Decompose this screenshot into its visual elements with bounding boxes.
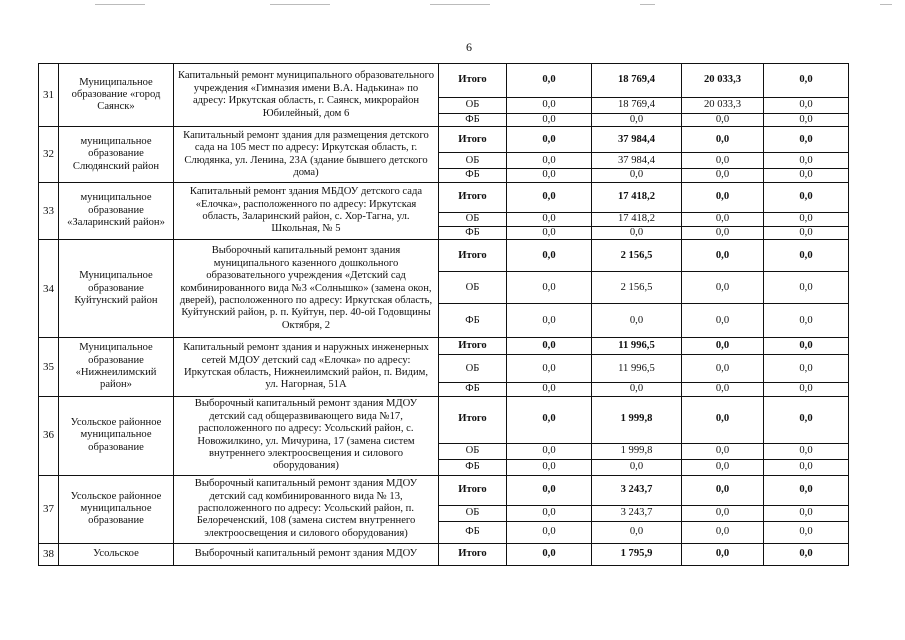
budget-type-label: ОБ <box>439 443 507 459</box>
amount-col-4: 0,0 <box>764 64 849 98</box>
amount-col-1: 0,0 <box>507 64 592 98</box>
amount-col-4: 0,0 <box>764 169 849 182</box>
project-description: Выборочный капитальный ремонт здания МДОУ детский сад общеразвивающего вида №17, расположенного по адресу: Усольский район, с. Новожилкино, ул. Мичурина, 17 (замена систем внутреннего электроосвещения и силового оборудования) <box>174 396 439 475</box>
project-description: Выборочный капитальный ремонт здания муниципального казенного дошкольного образовательного учреждения «Детский сад комбинированного вида №3 «Солнышко» (замена окон, дверей), расположенного по адресу: Иркутская область, Куйтунский район, р. п. Куйтун, пер. 40-ой Годовщины Октября, 2 <box>174 240 439 338</box>
row-number: 37 <box>39 475 59 543</box>
budget-type-label: ФБ <box>439 383 507 396</box>
municipality-cell: Усольское районное муниципальное образование <box>59 396 174 475</box>
table-row <box>39 182 849 212</box>
budget-type-label: ФБ <box>439 169 507 182</box>
row-number: 36 <box>39 396 59 475</box>
amount-col-4: 0,0 <box>764 505 849 521</box>
budget-type-label: ФБ <box>439 226 507 239</box>
table-row <box>39 338 849 355</box>
amount-col-2: 0,0 <box>592 169 682 182</box>
amount-col-3: 0,0 <box>682 355 764 383</box>
amount-col-2: 1 999,8 <box>592 396 682 443</box>
amount-col-3: 0,0 <box>682 127 764 153</box>
amount-col-3: 20 033,3 <box>682 64 764 98</box>
table-row <box>39 127 849 153</box>
amount-col-2: 0,0 <box>592 226 682 239</box>
amount-col-2: 1 795,9 <box>592 543 682 565</box>
amount-col-2: 0,0 <box>592 383 682 396</box>
amount-col-1: 0,0 <box>507 153 592 169</box>
amount-col-1: 0,0 <box>507 521 592 543</box>
amount-col-2: 17 418,2 <box>592 212 682 226</box>
budget-type-label: Итого <box>439 127 507 153</box>
amount-col-1: 0,0 <box>507 114 592 127</box>
row-number: 35 <box>39 338 59 396</box>
project-description: Капитальный ремонт здания для размещения детского сада на 105 мест по адресу: Иркутская область, г. Слюдянка, ул. Ленина, 23А (здание бывшего детского дома) <box>174 127 439 182</box>
amount-col-2: 3 243,7 <box>592 505 682 521</box>
amount-col-3: 0,0 <box>682 475 764 505</box>
amount-col-3: 0,0 <box>682 114 764 127</box>
budget-type-label: ФБ <box>439 304 507 338</box>
amount-col-2: 2 156,5 <box>592 240 682 272</box>
budget-type-label: ОБ <box>439 212 507 226</box>
amount-col-3: 0,0 <box>682 443 764 459</box>
page-number: 6 <box>466 40 472 54</box>
municipality-cell: Муниципальное образование «Нижнеилимский район» <box>59 338 174 396</box>
amount-col-4: 0,0 <box>764 383 849 396</box>
amount-col-3: 0,0 <box>682 396 764 443</box>
amount-col-2: 0,0 <box>592 521 682 543</box>
amount-col-1: 0,0 <box>507 169 592 182</box>
table-row <box>39 64 849 98</box>
amount-col-4: 0,0 <box>764 396 849 443</box>
table-row <box>39 240 849 272</box>
budget-type-label: ФБ <box>439 114 507 127</box>
amount-col-1: 0,0 <box>507 182 592 212</box>
amount-col-1: 0,0 <box>507 338 592 355</box>
amount-col-1: 0,0 <box>507 355 592 383</box>
amount-col-4: 0,0 <box>764 521 849 543</box>
amount-col-4: 0,0 <box>764 153 849 169</box>
budget-type-label: Итого <box>439 64 507 98</box>
municipality-cell: муниципальное образование Слюдянский район <box>59 127 174 182</box>
amount-col-3: 0,0 <box>682 338 764 355</box>
project-description: Выборочный капитальный ремонт здания МДОУ детский сад комбинированного вида № 13, расположенного по адресу: Усольский район, п. Белореченский, 108 (замена систем внутреннего электроосвещения и силового оборудования) <box>174 475 439 543</box>
budget-type-label: ОБ <box>439 505 507 521</box>
amount-col-1: 0,0 <box>507 304 592 338</box>
budget-type-label: Итого <box>439 396 507 443</box>
amount-col-4: 0,0 <box>764 240 849 272</box>
amount-col-3: 0,0 <box>682 182 764 212</box>
table-row <box>39 543 849 565</box>
amount-col-3: 0,0 <box>682 169 764 182</box>
budget-type-label: ОБ <box>439 153 507 169</box>
table-row <box>39 396 849 443</box>
amount-col-2: 11 996,5 <box>592 355 682 383</box>
row-number: 38 <box>39 543 59 565</box>
amount-col-4: 0,0 <box>764 98 849 114</box>
project-description: Капитальный ремонт здания и наружных инженерных сетей МДОУ детский сад «Елочка» по адресу: Иркутская область, Нижнеилимский район, п. Видим, ул. Нагорная, 51А <box>174 338 439 396</box>
amount-col-1: 0,0 <box>507 475 592 505</box>
scan-artifact-line <box>270 4 330 5</box>
amount-col-4: 0,0 <box>764 226 849 239</box>
budget-type-label: Итого <box>439 338 507 355</box>
amount-col-1: 0,0 <box>507 505 592 521</box>
amount-col-4: 0,0 <box>764 212 849 226</box>
row-number: 33 <box>39 182 59 239</box>
scan-artifact-line <box>880 4 892 5</box>
amount-col-2: 17 418,2 <box>592 182 682 212</box>
amount-col-2: 18 769,4 <box>592 98 682 114</box>
table-body <box>39 64 849 566</box>
municipality-cell: Муниципальное образование «город Саянск» <box>59 64 174 127</box>
amount-col-2: 37 984,4 <box>592 153 682 169</box>
amount-col-2: 1 999,8 <box>592 443 682 459</box>
budget-type-label: ОБ <box>439 272 507 304</box>
funding-table <box>38 63 849 566</box>
municipality-cell: Муниципальное образование Куйтунский район <box>59 240 174 338</box>
project-description: Капитальный ремонт муниципального образовательного учреждения «Гимназия имени В.А. Надькина» по адресу: Иркутская область, г. Саянск, микрорайон Юбилейный, дом 6 <box>174 64 439 127</box>
amount-col-3: 0,0 <box>682 383 764 396</box>
amount-col-1: 0,0 <box>507 212 592 226</box>
amount-col-4: 0,0 <box>764 182 849 212</box>
amount-col-4: 0,0 <box>764 459 849 475</box>
amount-col-4: 0,0 <box>764 543 849 565</box>
scan-artifact-line <box>430 4 490 5</box>
row-number: 32 <box>39 127 59 182</box>
amount-col-2: 3 243,7 <box>592 475 682 505</box>
amount-col-1: 0,0 <box>507 383 592 396</box>
amount-col-4: 0,0 <box>764 114 849 127</box>
budget-type-label: ФБ <box>439 459 507 475</box>
amount-col-2: 0,0 <box>592 459 682 475</box>
amount-col-4: 0,0 <box>764 443 849 459</box>
amount-col-2: 11 996,5 <box>592 338 682 355</box>
budget-type-label: Итого <box>439 475 507 505</box>
amount-col-3: 0,0 <box>682 505 764 521</box>
table-row <box>39 475 849 505</box>
budget-type-label: ОБ <box>439 98 507 114</box>
amount-col-2: 37 984,4 <box>592 127 682 153</box>
amount-col-3: 0,0 <box>682 240 764 272</box>
row-number: 31 <box>39 64 59 127</box>
amount-col-3: 0,0 <box>682 212 764 226</box>
scan-artifact-line <box>640 4 655 5</box>
amount-col-3: 0,0 <box>682 304 764 338</box>
amount-col-4: 0,0 <box>764 272 849 304</box>
budget-type-label: ФБ <box>439 521 507 543</box>
amount-col-3: 0,0 <box>682 226 764 239</box>
amount-col-4: 0,0 <box>764 475 849 505</box>
amount-col-3: 0,0 <box>682 153 764 169</box>
budget-type-label: Итого <box>439 182 507 212</box>
municipality-cell: Усольское <box>59 543 174 565</box>
amount-col-3: 0,0 <box>682 459 764 475</box>
amount-col-1: 0,0 <box>507 459 592 475</box>
amount-col-3: 20 033,3 <box>682 98 764 114</box>
amount-col-3: 0,0 <box>682 543 764 565</box>
project-description: Капитальный ремонт здания МБДОУ детского сада «Елочка», расположенного по адресу: Иркутская область, Заларинский район, с. Хор-Тагна, ул. Школьная, № 5 <box>174 182 439 239</box>
amount-col-2: 0,0 <box>592 304 682 338</box>
amount-col-1: 0,0 <box>507 226 592 239</box>
amount-col-4: 0,0 <box>764 355 849 383</box>
project-description: Выборочный капитальный ремонт здания МДОУ <box>174 543 439 565</box>
amount-col-2: 0,0 <box>592 114 682 127</box>
amount-col-4: 0,0 <box>764 127 849 153</box>
amount-col-4: 0,0 <box>764 338 849 355</box>
budget-type-label: Итого <box>439 543 507 565</box>
amount-col-2: 18 769,4 <box>592 64 682 98</box>
amount-col-1: 0,0 <box>507 396 592 443</box>
amount-col-3: 0,0 <box>682 272 764 304</box>
amount-col-1: 0,0 <box>507 272 592 304</box>
amount-col-2: 2 156,5 <box>592 272 682 304</box>
budget-type-label: ОБ <box>439 355 507 383</box>
amount-col-4: 0,0 <box>764 304 849 338</box>
row-number: 34 <box>39 240 59 338</box>
amount-col-3: 0,0 <box>682 521 764 543</box>
scan-artifact-line <box>95 4 145 5</box>
amount-col-1: 0,0 <box>507 240 592 272</box>
budget-type-label: Итого <box>439 240 507 272</box>
amount-col-1: 0,0 <box>507 127 592 153</box>
amount-col-1: 0,0 <box>507 98 592 114</box>
municipality-cell: Усольское районное муниципальное образование <box>59 475 174 543</box>
municipality-cell: муниципальное образование «Заларинский район» <box>59 182 174 239</box>
amount-col-1: 0,0 <box>507 543 592 565</box>
amount-col-1: 0,0 <box>507 443 592 459</box>
